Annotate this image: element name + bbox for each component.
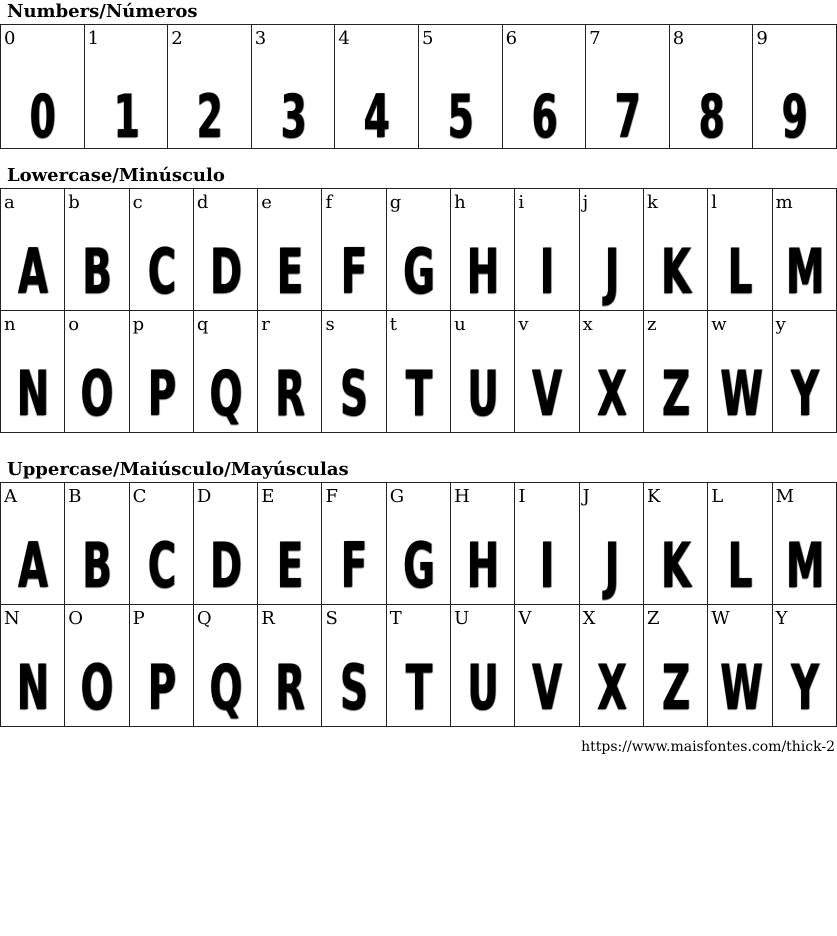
glyph-sample: C bbox=[147, 529, 176, 602]
glyph-cell-label: 4 bbox=[338, 28, 350, 49]
glyph-sample: T bbox=[405, 357, 432, 430]
glyph-cell-label: r bbox=[261, 314, 270, 335]
glyph-cell bbox=[643, 483, 707, 605]
glyph-sample: G bbox=[402, 235, 435, 308]
glyph-cell bbox=[451, 483, 515, 605]
glyph-cell-label: X bbox=[582, 608, 596, 629]
glyph-sample: U bbox=[467, 651, 499, 724]
uppercase-grid bbox=[0, 482, 837, 727]
glyph-sample: X bbox=[596, 357, 627, 430]
glyph-cell bbox=[258, 483, 322, 605]
glyph-cell-label: n bbox=[4, 314, 16, 335]
glyph-sample: X bbox=[596, 651, 627, 724]
glyph-cell-label: I bbox=[518, 486, 526, 507]
glyph-sample: P bbox=[147, 651, 176, 724]
glyph-cell-label: F bbox=[325, 486, 338, 507]
glyph-sample: 8 bbox=[698, 82, 724, 149]
glyph-sample: N bbox=[16, 357, 49, 430]
glyph-cell-label: p bbox=[132, 314, 145, 335]
uppercase-title: Uppercase/Maiúsculo/Mayúsculas bbox=[7, 459, 349, 480]
glyph-cell-label: 3 bbox=[254, 28, 267, 49]
glyph-cell bbox=[772, 311, 836, 433]
glyph-sample: 1 bbox=[112, 82, 139, 149]
glyph-cell bbox=[193, 311, 257, 433]
glyph-cell bbox=[643, 189, 707, 311]
glyph-sample: S bbox=[340, 651, 368, 724]
glyph-cell-label: m bbox=[775, 192, 793, 213]
glyph-cell-label: e bbox=[261, 192, 272, 213]
glyph-sample: 9 bbox=[781, 82, 808, 149]
glyph-sample: D bbox=[209, 529, 242, 602]
glyph-cell bbox=[322, 311, 386, 433]
glyph-cell-label: i bbox=[518, 192, 525, 213]
glyph-cell-label: f bbox=[325, 192, 333, 213]
glyph-cell bbox=[586, 25, 670, 149]
glyph-cell-label: Y bbox=[775, 608, 788, 629]
glyph-cell-label: 5 bbox=[421, 28, 434, 49]
glyph-cell-label: l bbox=[711, 192, 718, 213]
glyph-cell-label: o bbox=[68, 314, 80, 335]
uppercase-grid-body bbox=[1, 483, 837, 727]
glyph-cell-label: M bbox=[775, 486, 794, 507]
glyph-cell bbox=[129, 311, 193, 433]
glyph-cell-label: J bbox=[582, 486, 590, 507]
glyph-cell-label: W bbox=[711, 608, 730, 629]
glyph-cell bbox=[258, 189, 322, 311]
glyph-cell-label: s bbox=[325, 314, 335, 335]
glyph-cell-label: y bbox=[775, 314, 786, 335]
glyph-cell-label: Z bbox=[646, 608, 660, 629]
glyph-sample: A bbox=[17, 529, 48, 602]
glyph-cell-label: 9 bbox=[756, 28, 768, 49]
glyph-cell bbox=[418, 25, 502, 149]
glyph-cell bbox=[322, 483, 386, 605]
glyph-sample: K bbox=[660, 529, 691, 602]
glyph-cell bbox=[502, 25, 586, 149]
glyph-sample: J bbox=[604, 235, 619, 308]
glyph-sample: S bbox=[340, 357, 368, 430]
glyph-cell-label: K bbox=[646, 486, 661, 507]
glyph-sample: 7 bbox=[614, 82, 641, 149]
glyph-sample: O bbox=[80, 651, 114, 724]
glyph-cell bbox=[129, 189, 193, 311]
glyph-sample: 4 bbox=[363, 82, 390, 149]
glyph-sample: V bbox=[532, 357, 562, 430]
glyph-cell bbox=[1, 25, 85, 149]
glyph-cell-label: H bbox=[454, 486, 470, 507]
glyph-sample: K bbox=[660, 235, 691, 308]
glyph-sample: F bbox=[341, 529, 368, 602]
glyph-cell bbox=[322, 189, 386, 311]
glyph-cell-label: x bbox=[582, 314, 593, 335]
glyph-cell bbox=[451, 311, 515, 433]
glyph-cell-label: 7 bbox=[589, 28, 601, 49]
lowercase-title: Lowercase/Minúsculo bbox=[7, 165, 225, 186]
glyph-cell-label: U bbox=[454, 608, 470, 629]
glyph-sample: H bbox=[466, 529, 499, 602]
glyph-sample: 3 bbox=[280, 82, 307, 149]
glyph-cell bbox=[258, 605, 322, 727]
glyph-cell bbox=[193, 605, 257, 727]
glyph-cell bbox=[386, 483, 450, 605]
glyph-cell-label: k bbox=[646, 192, 658, 213]
glyph-sample: B bbox=[82, 235, 112, 308]
glyph-cell bbox=[193, 483, 257, 605]
glyph-cell bbox=[168, 25, 252, 149]
glyph-cell-label: E bbox=[261, 486, 275, 507]
glyph-sample: R bbox=[275, 651, 305, 724]
glyph-cell bbox=[708, 605, 772, 727]
glyph-cell-label: B bbox=[68, 486, 82, 507]
glyph-cell bbox=[643, 311, 707, 433]
glyph-sample: 0 bbox=[29, 82, 56, 149]
numbers-row bbox=[1, 25, 837, 149]
glyph-sample: H bbox=[466, 235, 499, 308]
glyph-cell bbox=[579, 483, 643, 605]
lowercase-grid-body bbox=[1, 189, 837, 433]
glyph-cell bbox=[753, 25, 837, 149]
glyph-cell-label: T bbox=[389, 608, 402, 629]
glyph-cell bbox=[708, 483, 772, 605]
glyph-cell bbox=[515, 189, 579, 311]
glyph-cell bbox=[772, 483, 836, 605]
glyph-sample: I bbox=[539, 529, 555, 602]
glyph-sample: Y bbox=[790, 651, 819, 724]
glyph-sample: I bbox=[539, 235, 555, 308]
glyph-cell bbox=[251, 25, 335, 149]
glyph-sample: C bbox=[147, 235, 176, 308]
glyph-cell-label: S bbox=[325, 608, 338, 629]
glyph-cell bbox=[708, 311, 772, 433]
glyph-sample: L bbox=[727, 529, 753, 602]
glyph-cell-label: b bbox=[68, 192, 80, 213]
glyph-cell bbox=[451, 605, 515, 727]
glyph-cell-label: u bbox=[454, 314, 466, 335]
glyph-sample: E bbox=[276, 235, 303, 308]
glyph-cell bbox=[65, 311, 129, 433]
glyph-sample: 6 bbox=[530, 82, 557, 149]
numbers-grid bbox=[0, 24, 837, 149]
glyph-cell-label: C bbox=[132, 486, 147, 507]
glyph-cell bbox=[515, 605, 579, 727]
glyph-cell-label: 6 bbox=[505, 28, 518, 49]
glyph-cell bbox=[65, 189, 129, 311]
glyph-sample: J bbox=[604, 529, 619, 602]
glyph-cell bbox=[65, 483, 129, 605]
glyph-cell-label: O bbox=[68, 608, 84, 629]
glyph-cell bbox=[84, 25, 168, 149]
glyph-cell bbox=[335, 25, 419, 149]
glyph-cell bbox=[515, 483, 579, 605]
lowercase-grid bbox=[0, 188, 837, 433]
glyph-sample: N bbox=[16, 651, 49, 724]
glyph-sample: A bbox=[17, 235, 48, 308]
glyph-cell-label: g bbox=[389, 192, 402, 213]
glyph-cell-label: L bbox=[711, 486, 724, 507]
glyph-cell-label: h bbox=[454, 192, 466, 213]
glyph-cell bbox=[1, 311, 65, 433]
glyph-cell bbox=[579, 189, 643, 311]
glyph-cell-label: P bbox=[132, 608, 145, 629]
glyph-cell bbox=[322, 605, 386, 727]
glyph-cell-label: a bbox=[4, 192, 15, 213]
glyph-sample: P bbox=[147, 357, 176, 430]
glyph-sample: F bbox=[341, 235, 368, 308]
glyph-sample: V bbox=[532, 651, 562, 724]
glyph-sample: R bbox=[275, 357, 305, 430]
glyph-sample: D bbox=[209, 235, 242, 308]
glyph-cell-label: V bbox=[518, 608, 532, 629]
glyph-cell-label: G bbox=[389, 486, 405, 507]
glyph-cell bbox=[386, 605, 450, 727]
glyph-sample: E bbox=[276, 529, 303, 602]
glyph-sample: W bbox=[720, 651, 763, 724]
lowercase-row-1 bbox=[1, 189, 837, 311]
glyph-cell bbox=[669, 25, 753, 149]
glyph-cell-label: A bbox=[4, 486, 17, 507]
glyph-sample: W bbox=[720, 357, 763, 430]
glyph-cell-label: t bbox=[389, 314, 398, 335]
glyph-cell bbox=[772, 605, 836, 727]
glyph-cell bbox=[708, 189, 772, 311]
glyph-sample: T bbox=[405, 651, 432, 724]
glyph-sample: Q bbox=[209, 357, 242, 430]
glyph-sample: Y bbox=[790, 357, 819, 430]
glyph-sample: Z bbox=[661, 357, 690, 430]
glyph-cell bbox=[258, 311, 322, 433]
glyph-cell-label: c bbox=[132, 192, 143, 213]
glyph-cell bbox=[579, 605, 643, 727]
glyph-cell-label: d bbox=[196, 192, 209, 213]
glyph-cell bbox=[579, 311, 643, 433]
glyph-cell-label: j bbox=[582, 192, 589, 213]
glyph-cell-label: Q bbox=[196, 608, 212, 629]
glyph-cell bbox=[772, 189, 836, 311]
glyph-cell bbox=[1, 189, 65, 311]
glyph-sample: M bbox=[785, 529, 824, 602]
glyph-sample: 5 bbox=[447, 82, 474, 149]
lowercase-row-2 bbox=[1, 311, 837, 433]
glyph-sample: L bbox=[727, 235, 753, 308]
glyph-cell-label: 8 bbox=[672, 28, 685, 49]
glyph-cell bbox=[129, 483, 193, 605]
glyph-cell-label: 2 bbox=[171, 28, 183, 49]
glyph-sample: M bbox=[785, 235, 824, 308]
glyph-cell-label: N bbox=[4, 608, 20, 629]
glyph-cell bbox=[129, 605, 193, 727]
glyph-cell-label: 1 bbox=[87, 28, 100, 49]
glyph-cell bbox=[515, 311, 579, 433]
glyph-sample: Z bbox=[661, 651, 690, 724]
numbers-grid-body bbox=[1, 25, 837, 149]
glyph-cell-label: q bbox=[196, 314, 209, 335]
source-url-link[interactable]: https://www.maisfontes.com/thick-2 bbox=[581, 739, 835, 755]
glyph-sample: B bbox=[82, 529, 112, 602]
glyph-sample: O bbox=[80, 357, 114, 430]
glyph-sample: G bbox=[402, 529, 435, 602]
glyph-cell bbox=[65, 605, 129, 727]
glyph-cell bbox=[1, 483, 65, 605]
glyph-cell-label: D bbox=[196, 486, 212, 507]
glyph-cell bbox=[386, 311, 450, 433]
glyph-sample: 2 bbox=[196, 82, 223, 149]
glyph-cell-label: v bbox=[518, 314, 529, 335]
glyph-cell bbox=[386, 189, 450, 311]
glyph-cell bbox=[451, 189, 515, 311]
glyph-sample: U bbox=[467, 357, 499, 430]
glyph-cell bbox=[1, 605, 65, 727]
uppercase-row-1 bbox=[1, 483, 837, 605]
numbers-title: Numbers/Números bbox=[7, 1, 198, 22]
glyph-sample: Q bbox=[209, 651, 242, 724]
glyph-cell bbox=[193, 189, 257, 311]
glyph-cell-label: 0 bbox=[4, 28, 16, 49]
glyph-cell-label: R bbox=[261, 608, 275, 629]
uppercase-row-2 bbox=[1, 605, 837, 727]
glyph-cell-label: z bbox=[646, 314, 657, 335]
glyph-cell-label: w bbox=[711, 314, 727, 335]
glyph-cell bbox=[643, 605, 707, 727]
